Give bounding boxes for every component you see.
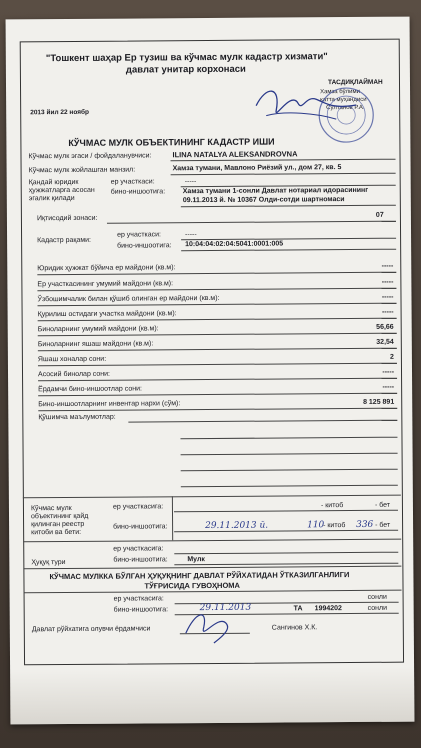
state-reg-land-soni: сонли [367,593,387,601]
cadastre-building-label: бино-иншоотига: [117,242,172,250]
area-row-label: Яшаш хоналар сони: [37,355,107,364]
org-name-line2: давлат унитар корхонаси [125,63,246,76]
area-row-value: ----- [381,308,394,316]
state-reg-series: ТА [293,605,303,613]
area-row-label: Биноларнинг умумий майдони (кв.м): [37,325,159,334]
area-row-value: ----- [381,278,394,286]
economic-zone-value: 07 [375,211,384,219]
economic-zone-label: Иқтисодий зонаси: [36,214,98,223]
area-row-label: Бино-иншоотларнинг инвентар нархи (сўм): [38,400,181,409]
approve-line4: Султанов Р.А. [326,104,365,112]
right-land-label: ер участкасига: [113,545,164,553]
area-row-value: 8 125 891 [363,398,395,406]
right-building-value: Мулк [187,556,205,564]
area-row-label: Ўзбошимчалик билан қўшиб олинган ер майдони (кв.м): [37,294,220,304]
area-row-value: 32,54 [376,338,394,346]
state-reg-title-line1: КЎЧМАС МУЛККА БЎЛГАН ҲУҚУҚНИНГ ДАВЛАТ РЎЙХАТИДАН ЎТКАЗИЛГАНЛИГИ [49,570,350,582]
registry-date-handwritten: 29.11.2013 й. [205,520,269,532]
registry-land-label: ер участкасига: [112,503,164,511]
cadastre-building-value: 10:04:04:02:04:5041:0001:005 [185,240,284,249]
page-shadow [10,667,414,725]
docs-label-line1: Қандай юридик [28,178,79,187]
state-reg-building-label: бино-иншоотига: [113,606,169,614]
area-row-label: Биноларнинг яшаш майдони (кв.м): [37,340,154,349]
approve-line2: Хамза бўлими [320,88,361,96]
area-row-value: ----- [381,262,394,270]
area-row-label: Ер участкасининг умумий майдони (кв.м): [37,280,174,289]
document-sheet [6,17,415,725]
area-row-value: ----- [381,293,394,301]
owner-value: ILINA NATALYA ALEKSANDROVNA [172,149,298,160]
registry-page-handwritten: 336 [356,519,374,530]
registry-building-page: - бет [375,521,391,529]
registry-label-1: Кўчмас мулк [30,504,72,513]
docs-value-line2: 09.11.2013 й. № 10367 Олди-сотди шартномаси [182,196,345,205]
docs-land-label: ер участкаси: [110,178,155,186]
registrar-label: Давлат рўйхатига олувчи ёрдамчиси [31,625,151,634]
docs-label-line3: эгалик қилади [28,194,75,203]
state-reg-date-handwritten: 29.11.2013 [199,602,252,614]
docs-label-line2: ҳужжатларга асосан [28,186,95,195]
right-type-label: Ҳуқуқ тури [31,559,66,567]
state-reg-land-label: ер участкасига: [113,595,164,603]
docs-value-line1: Хамза тумани 1-сонли Давлат нотариал идорасининг [182,186,369,196]
area-row-label: Ёрдамчи бино-иншоотлар сони: [38,385,142,394]
area-row-value: ----- [382,368,395,376]
registry-label-4: китоби ва бети: [31,528,82,537]
registry-building-label: бино-иншоотига: [113,523,168,531]
approve-line3: катта муҳандиси [320,96,367,104]
registry-book-handwritten: 110 [307,520,325,531]
right-building-label: бино-иншоотига: [113,556,168,564]
area-row-value: 56,66 [376,323,394,331]
registry-building-book: - китоб [323,522,346,530]
registry-land-book: - китоб [320,502,344,510]
docs-building-label: бино-иншоотига: [110,188,166,196]
org-name-line1: "Тошкент шаҳар Ер тузиш ва кўчмас мулк кадастр хизмати" [45,51,328,65]
address-label: Кўчмас мулк жойлашган манзил: [28,166,136,175]
docs-land-value: ----- [184,178,197,186]
approve-title: ТАСДИҚЛАЙМАН [327,78,383,87]
registry-land-page: - бет [374,501,391,509]
area-row-label: Қурилиш остидаги участка майдони (кв.м): [37,310,177,319]
state-reg-title-line2: ТЎҒРИСИДА ГУВОҲНОМА [144,580,240,591]
registry-label-3: қилинган реестр [31,520,85,529]
extra-info-label: Қўшимча маълумотлар: [38,413,116,422]
cadastre-land-value: ----- [185,231,197,239]
address-value: Хамза тумани, Мавлоно Риёзий ул., дом 27, кв. 5 [172,164,342,173]
cadastre-label: Кадастр рақами: [37,236,92,245]
document-date: 2013 йил 22 ноябр [30,108,90,117]
registrar-name: Сангинов Х.К. [271,624,318,632]
state-reg-number: 1994202 [314,605,342,613]
owner-label: Кўчмас мулк эгаси / фойдаланувчиси: [28,152,152,161]
area-row-label: Юридик ҳужжат бўйича ер майдони (кв.м): [37,264,176,273]
cadastre-land-label: ер участкаси: [117,231,162,239]
registrar-signature-icon [178,603,248,651]
area-row-label: Асосий бинолар сони: [38,370,111,379]
document-title: КЎЧМАС МУЛК ОБЪЕКТИНИНГ КАДАСТР ИШИ [68,136,275,148]
registry-label-2: объектининг қайд [30,512,89,521]
area-row-value: ----- [382,383,395,391]
area-row-value: 2 [389,353,394,361]
state-reg-building-soni: сонли [367,604,388,612]
